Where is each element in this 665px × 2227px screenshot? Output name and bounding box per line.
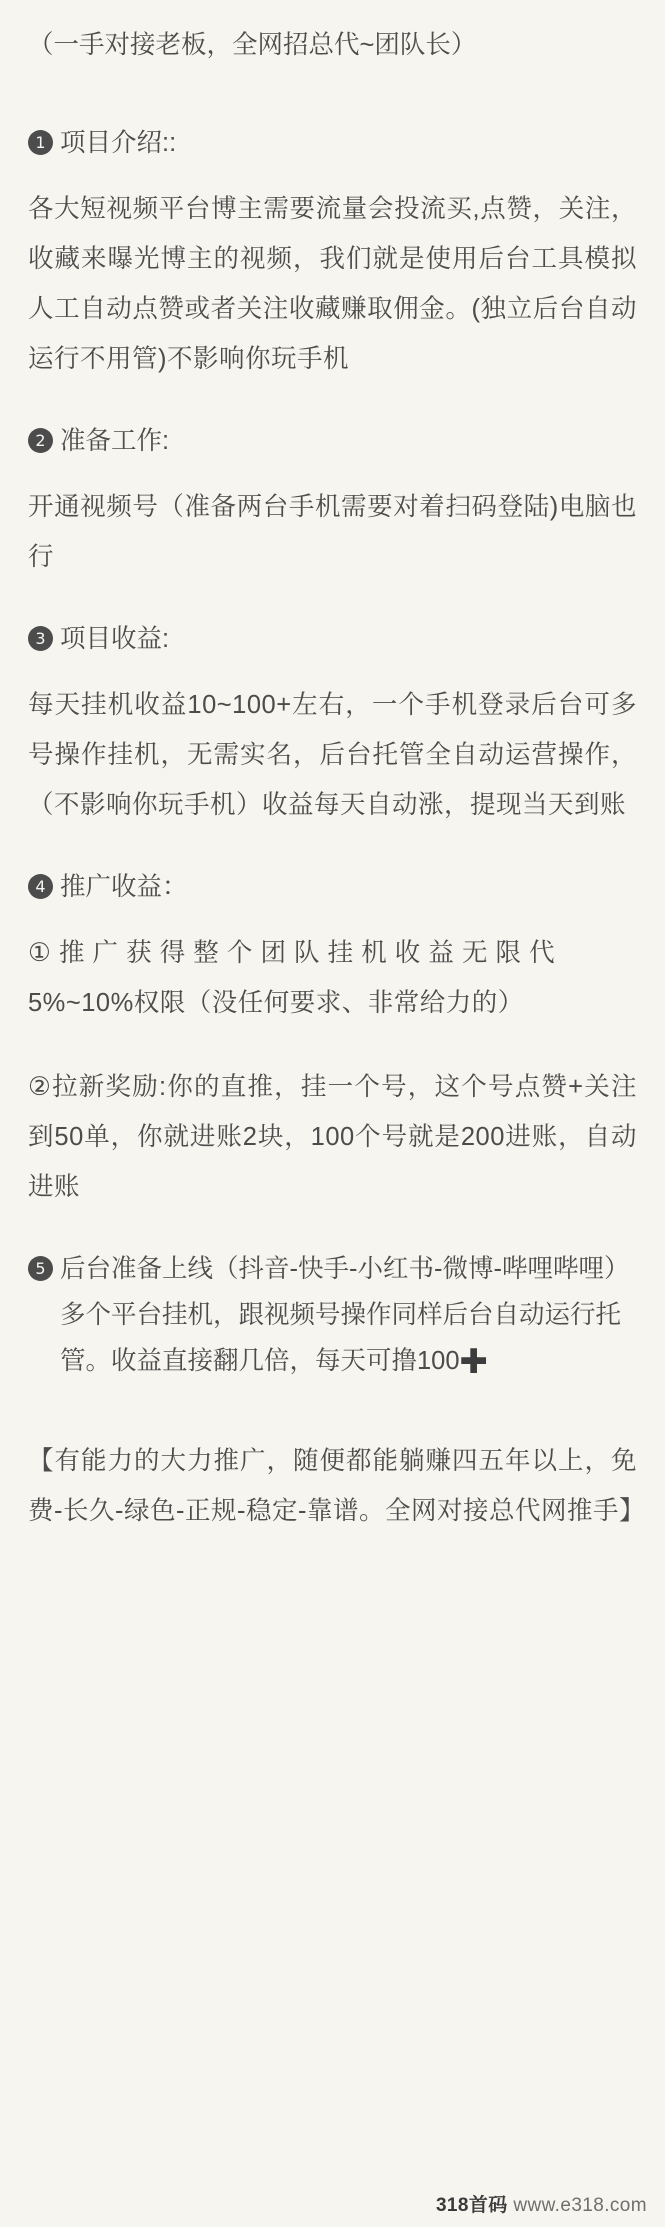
section-3-heading (28, 616, 637, 662)
section-4-body-line-3: ②拉新奖励:你的直推，挂一个号，这个号点赞+关注到50单，你就进账2块，100个号就是200进账，自动进账 (28, 1073, 637, 1201)
watermark-brand: 318首码 (435, 2195, 508, 2216)
section-4-number: 4 (28, 874, 53, 899)
section-1-body: 各大短视频平台博主需要流量会投流买,点赞，关注，收藏来曝光博主的视频，我们就是使用后台工具模拟人工自动点赞或者关注收藏赚取佣金。(独立后台自动运行不用管)不影响你玩手机 (28, 195, 637, 373)
section-4-heading (28, 864, 637, 910)
section-3-heading-text: 项目收益: (60, 625, 170, 653)
section-1-number: 1 (28, 130, 53, 155)
section-1-heading-text: 项目介绍:: (60, 129, 177, 157)
section-2-number: 2 (28, 428, 53, 453)
lead-paragraph: （一手对接老板，全网招总代~团队长） (28, 31, 477, 59)
watermark-url: www.e318.com (513, 2195, 647, 2216)
footer-paragraph: 【有能力的大力推广，随便都能躺赚四五年以上，免费-长久-绿色-正规-稳定-靠谱。全网对接总代网推手】 (28, 1447, 645, 1525)
section-5-heading-text (60, 1246, 637, 1384)
section-2-heading (28, 418, 637, 464)
section-3-number: 3 (28, 626, 53, 651)
section-5-heading-main: 后台准备上线（抖音-快手-小红书-微博-哔哩哔哩）多个平台挂机，跟视频号操作同样后台自动运行托管。收益直接翻几倍，每天可撸100 (60, 1255, 630, 1375)
section-5-number: 5 (28, 1256, 53, 1281)
section-2-body: 开通视频号（准备两台手机需要对着扫码登陆)电脑也行 (28, 493, 637, 571)
section-5-heading (28, 1246, 637, 1384)
watermark (436, 2190, 647, 2217)
section-1-heading (28, 120, 637, 166)
section-4-body-line-1: ① 推 广 获 得 整 个 团 队 挂 机 收 益 无 限 代 (28, 939, 556, 967)
section-4-body-line-2: 5%~10%权限（没任何要求、非常给力的） (28, 989, 524, 1017)
section-3-body: 每天挂机收益10~100+左右，一个手机登录后台可多号操作挂机，无需实名，后台托管全自动运营操作，（不影响你玩手机）收益每天自动涨，提现当天到账 (28, 691, 637, 819)
section-4-heading-text: 推广收益： (60, 873, 188, 901)
plus-icon: ✚ (459, 1343, 489, 1381)
section-2-heading-text: 准备工作: (60, 427, 170, 455)
